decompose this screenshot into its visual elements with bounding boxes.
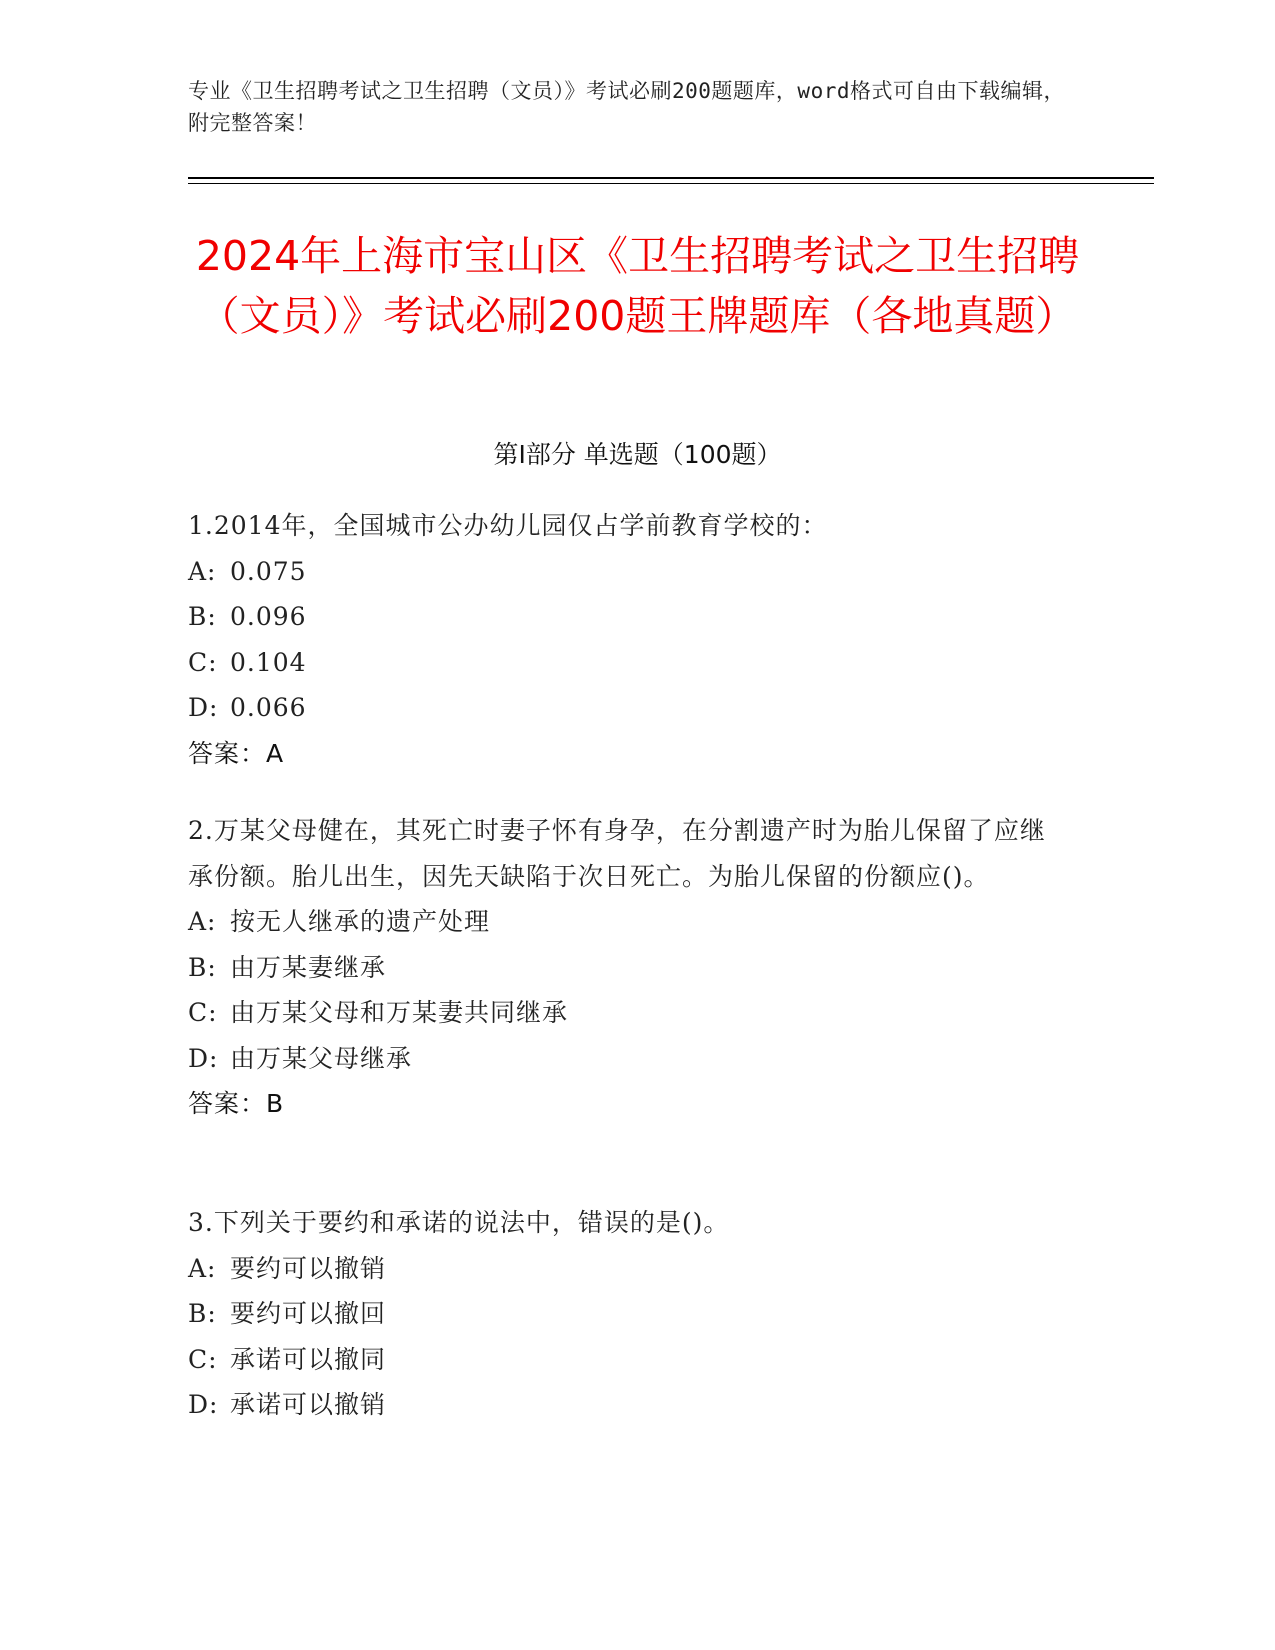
- option-text: 由万某父母和万某妻共同继承: [230, 998, 569, 1027]
- option-text: 承诺可以撤同: [230, 1344, 387, 1374]
- option-text: 0.104: [230, 647, 307, 677]
- option-text: 0.096: [230, 602, 307, 631]
- option-letter: D:: [188, 1043, 219, 1073]
- option-text: 要约可以撤销: [230, 1253, 387, 1283]
- question-2: [188, 808, 1048, 1127]
- option-letter: B:: [188, 952, 217, 982]
- document-title: 2024年上海市宝山区《卫生招聘考试之卫生招聘（文员）》考试必刷200题王牌题库（各地真题）: [195, 232, 1080, 340]
- option-a: [188, 899, 1048, 945]
- option-a: [188, 549, 1088, 595]
- option-text: 按无人继承的遗产处理: [230, 907, 491, 936]
- question-stem: 3.下列关于要约和承诺的说法中，错误的是()。: [188, 1208, 730, 1237]
- option-c: [188, 1337, 1088, 1383]
- option-c: [188, 990, 1048, 1036]
- answer-line: 答案：A: [188, 738, 285, 768]
- option-letter: D:: [188, 693, 219, 722]
- option-letter: C:: [188, 647, 218, 677]
- answer-line: 答案：B: [188, 1089, 285, 1118]
- option-b: [188, 945, 1048, 991]
- option-text: 由万某父母继承: [230, 1043, 413, 1073]
- header-rule-thin: [188, 183, 1154, 184]
- option-letter: C:: [188, 1344, 218, 1374]
- option-letter: B:: [188, 602, 217, 631]
- option-c: [188, 640, 1088, 686]
- question-3: [188, 1200, 1088, 1428]
- option-letter: B:: [188, 1299, 217, 1328]
- option-text: 0.066: [230, 693, 307, 722]
- option-b: [188, 1291, 1088, 1337]
- header-note: 专业《卫生招聘考试之卫生招聘（文员）》考试必刷200题题库，word格式可自由下载编辑，附完整答案！: [188, 79, 1065, 135]
- section-heading: 第I部分 单选题（100题）: [493, 440, 782, 469]
- option-letter: C:: [188, 998, 218, 1027]
- option-text: 0.075: [230, 556, 307, 586]
- question-1: [188, 503, 1088, 776]
- option-d: [188, 685, 1088, 731]
- question-stem: 1.2014年，全国城市公办幼儿园仅占学前教育学校的：: [188, 511, 828, 540]
- option-d: [188, 1382, 1088, 1428]
- option-letter: A:: [188, 556, 217, 586]
- option-text: 承诺可以撤销: [230, 1390, 387, 1419]
- option-text: 由万某妻继承: [230, 952, 387, 982]
- option-a: [188, 1246, 1088, 1292]
- option-d: [188, 1036, 1048, 1082]
- option-text: 要约可以撤回: [230, 1299, 387, 1328]
- header-rule-thick: [188, 177, 1154, 179]
- option-letter: A:: [188, 1253, 217, 1283]
- option-letter: D:: [188, 1390, 219, 1419]
- question-stem: 2.万某父母健在，其死亡时妻子怀有身孕，在分割遗产时为胎儿保留了应继承份额。胎儿出生，因先天缺陷于次日死亡。为胎儿保留的份额应()。: [188, 816, 1046, 891]
- option-letter: A:: [188, 907, 217, 936]
- option-b: [188, 594, 1088, 640]
